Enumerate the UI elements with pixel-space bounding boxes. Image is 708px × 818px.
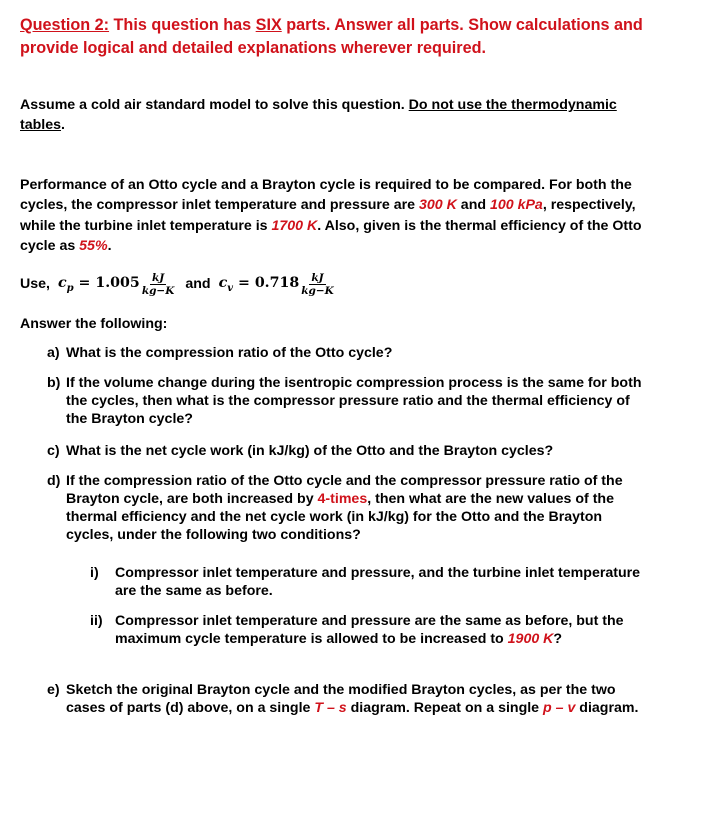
part-e-marker: e) [47, 682, 60, 698]
part-d-i-marker: i) [90, 565, 99, 581]
constants-line [20, 264, 337, 304]
part-a-marker: a) [47, 345, 60, 361]
part-e [47, 681, 647, 717]
turbine-inlet-temperature: 1700 K [271, 217, 318, 234]
part-a [47, 344, 647, 362]
answer-heading: Answer the following: [20, 316, 168, 332]
assumption-note: Assume a cold air standard model to solve this question. Do not use the thermodynamic tables. [20, 97, 617, 133]
cp-equation: $c_p = 1.005$ [57, 274, 140, 294]
part-c-marker: c) [47, 443, 60, 459]
use-label: Use, [20, 276, 50, 292]
cv-equation: $c_v = 0.718$ [218, 274, 300, 294]
part-d-ii [90, 612, 650, 648]
part-d-i-text: Compressor inlet temperature and pressure, and the turbine inlet temperature are the same as before. [115, 565, 641, 599]
pv-diagram-label: p – v [543, 700, 576, 716]
part-b [47, 374, 647, 428]
question-label: Question 2: [20, 16, 110, 34]
part-d-i [90, 564, 650, 600]
part-d-marker: d) [47, 473, 61, 489]
part-e-text: Sketch the original Brayton cycle and the modified Brayton cycles, as per the two cases of parts (d) above, on a single T – s diagram. Repeat on a single p – v diagram. [66, 682, 639, 716]
part-d-ii-text: Compressor inlet temperature and pressure are the same as before, but the maximum cycle temperature is allowed to be increased to 1900 K? [115, 613, 624, 647]
part-b-marker: b) [47, 375, 61, 391]
inlet-pressure: 100 kPa [489, 197, 543, 214]
part-b-text: If the volume change during the isentropic compression process is the same for both the cycles, then what is the compressor pressure ratio and the thermal efficiency of the Brayton cycle? [66, 375, 642, 427]
otto-efficiency: 55% [79, 237, 108, 254]
four-times-emphasis: 4-times [317, 491, 368, 507]
no-tables-emphasis: Do not use the thermodynamic tables [20, 97, 617, 133]
ts-diagram-label: T – s [314, 700, 347, 716]
six-parts-emphasis: SIX [255, 16, 282, 34]
and-label: and [185, 276, 211, 292]
problem-statement: Performance of an Otto cycle and a Brayton cycle is required to be compared. For both the cycles, the compressor inlet temperature and pressure are 300 K and 100 kPa, respectively, while the turbine inlet temperature is 1700 K. Also, given is the thermal efficiency of the Otto cycle as 55%. [20, 177, 642, 254]
part-d-ii-marker: ii) [90, 613, 103, 629]
part-c-text: What is the net cycle work (in kJ/kg) of the Otto and the Brayton cycles? [66, 443, 554, 459]
question-heading: Question 2: This question has SIX parts. Answer all parts. Show calculations and provide logical and detailed explanations wherever required. [20, 16, 643, 57]
max-temperature: 1900 K [507, 631, 554, 647]
cv-unit-fraction: $\frac{kJ}{kg-K}$ [301, 271, 334, 297]
part-d-text: If the compression ratio of the Otto cycle and the compressor pressure ratio of the Brayton cycle, are both increased by 4-times, then what are the new values of the thermal efficiency and the net cycle work (in kJ/kg) for the Otto and the Brayton cycles, under the following two conditions? [66, 473, 623, 543]
cp-unit-fraction: $\frac{kJ}{kg-K}$ [141, 271, 175, 297]
part-c [47, 442, 647, 460]
inlet-temperature: 300 K [419, 197, 457, 214]
part-d [47, 472, 647, 544]
part-a-text: What is the compression ratio of the Otto cycle? [66, 345, 393, 361]
